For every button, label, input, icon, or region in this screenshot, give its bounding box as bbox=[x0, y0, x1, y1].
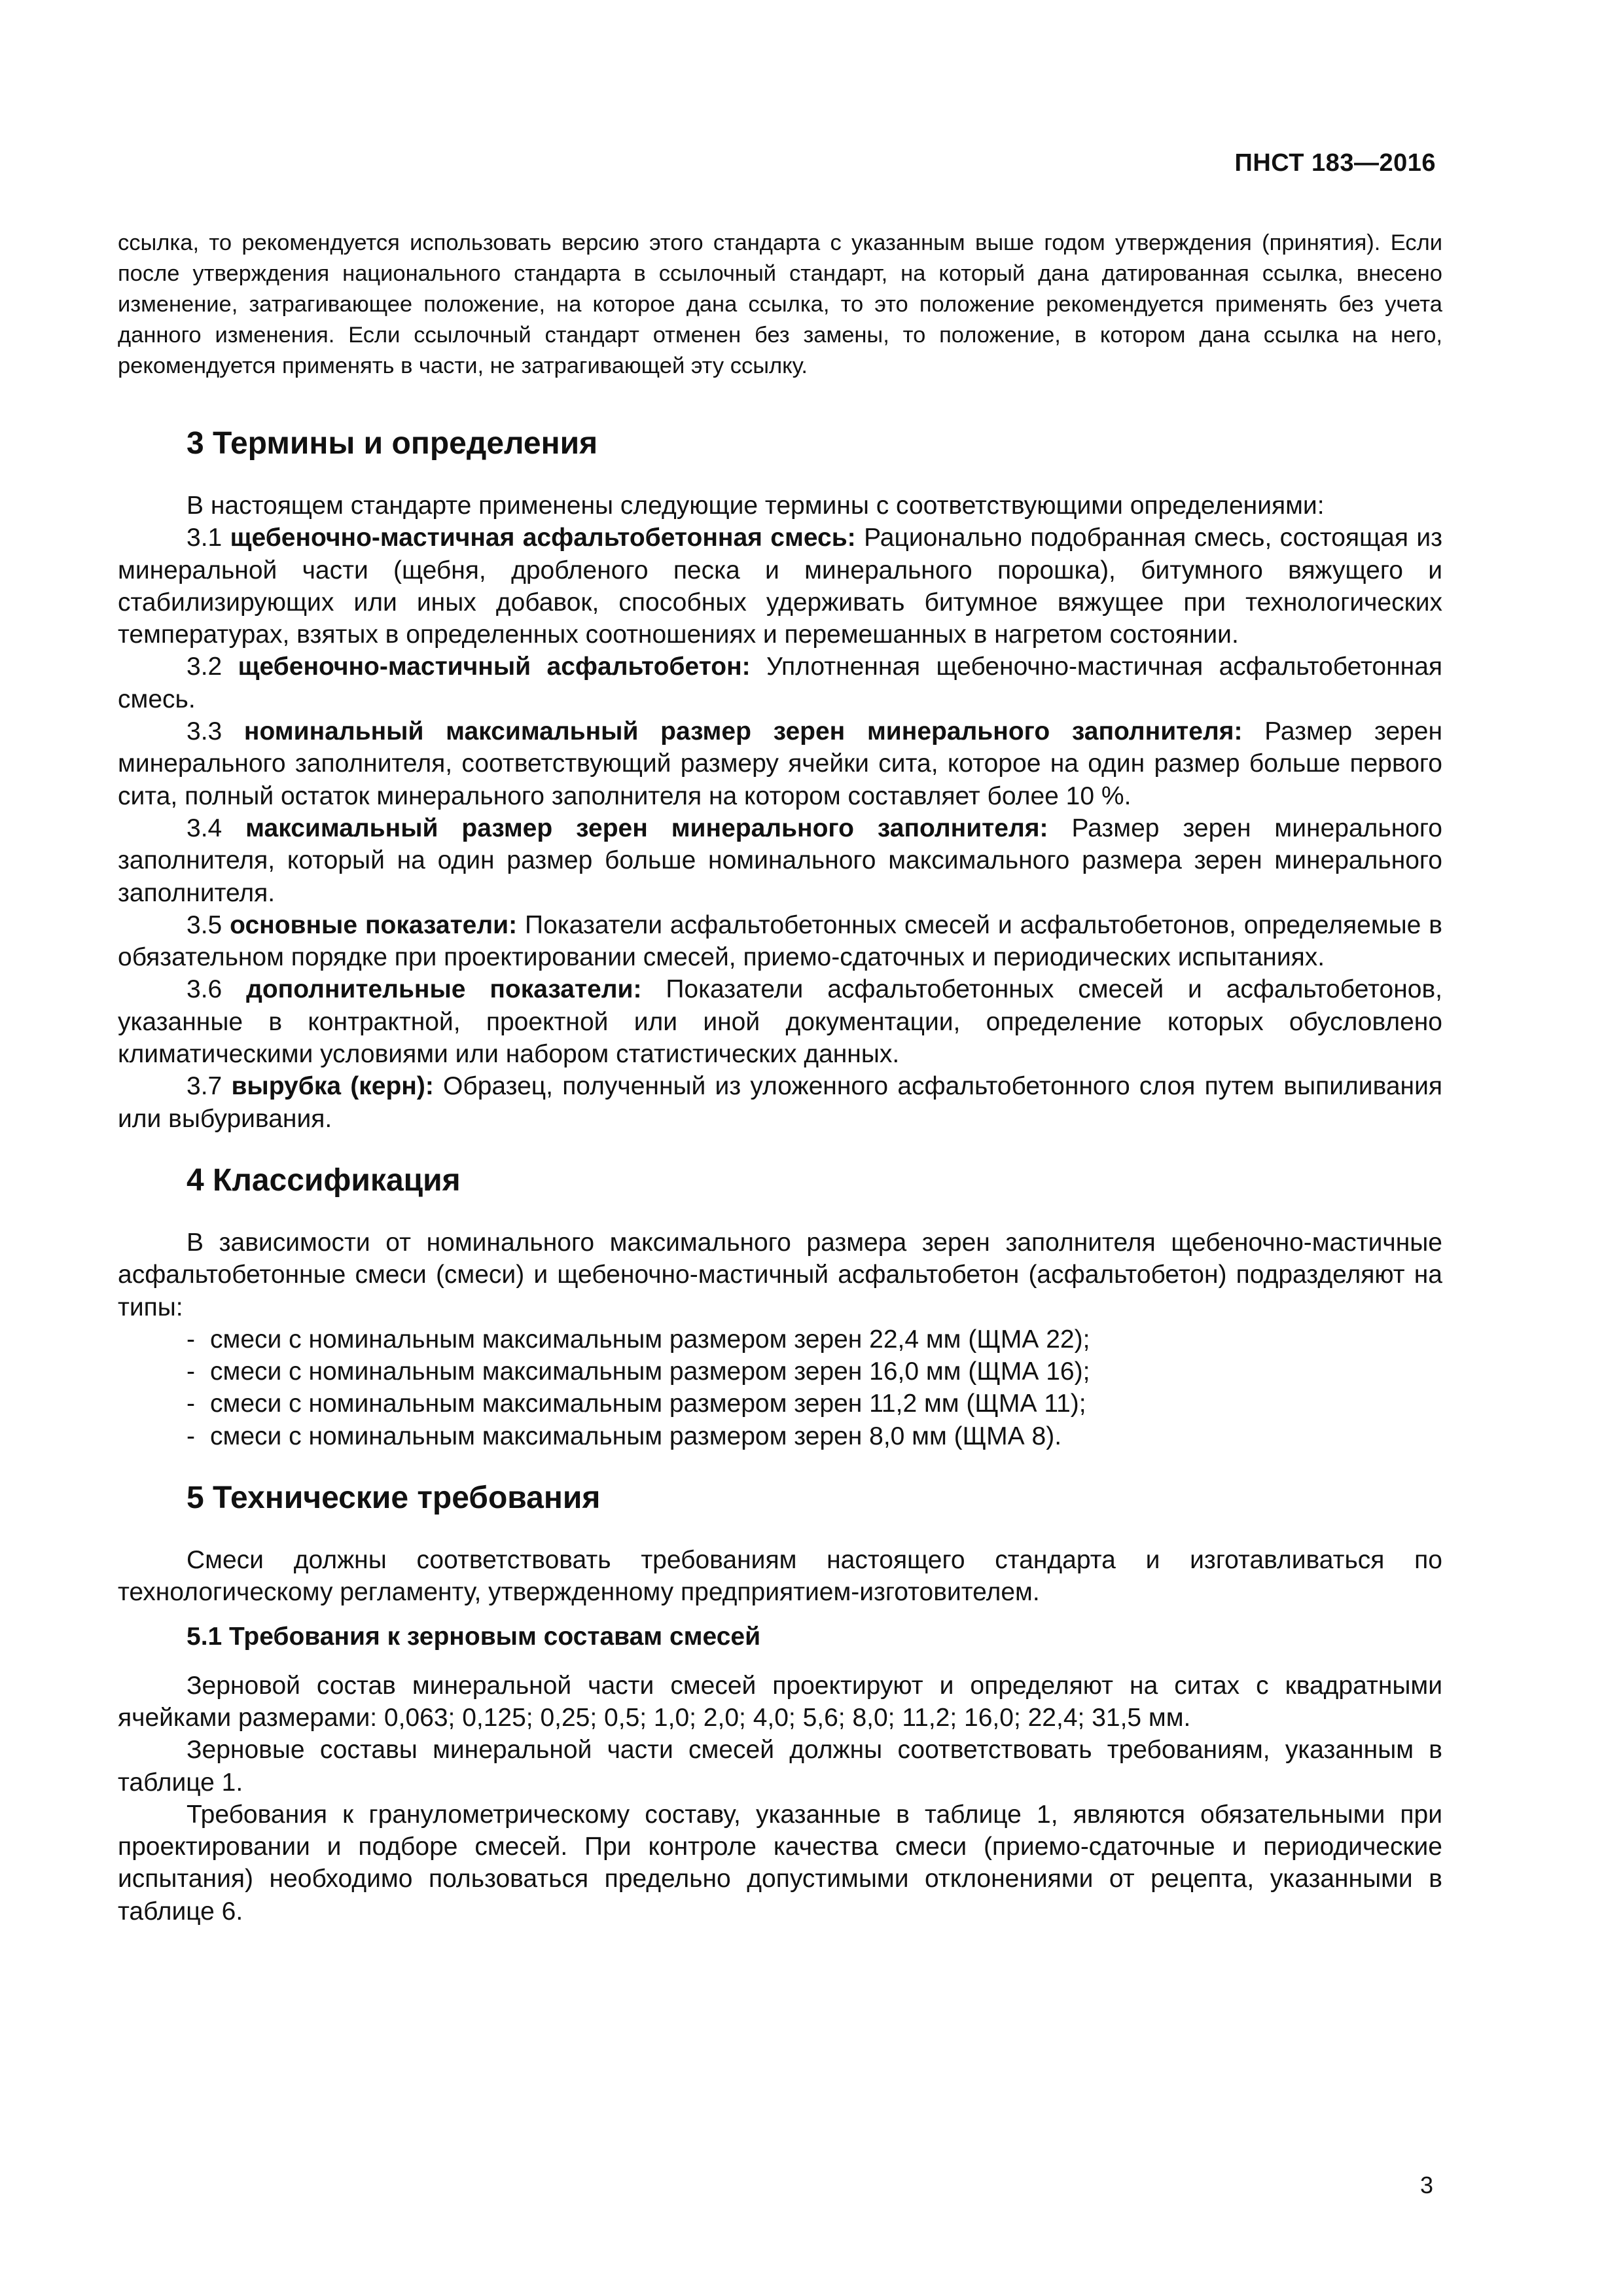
definition-text: Показатели асфальтобетонных смесей и асфальтобетонов, определяемые в обязательном порядке при проектировании смесей, приемо-сдаточных и периодических испытаниях. bbox=[118, 910, 1442, 972]
definition-number: 3.4 bbox=[187, 814, 223, 842]
definition-term: дополнительные показатели: bbox=[246, 975, 642, 1004]
list-item-text: смеси с номинальным максимальным размером зерен 11,2 мм (ЩМА 11); bbox=[210, 1390, 1086, 1418]
definition-term: основные показатели: bbox=[230, 910, 518, 939]
list-item-text: смеси с номинальным максимальным размером зерен 8,0 мм (ЩМА 8). bbox=[210, 1422, 1062, 1450]
list-item-text: смеси с номинальным максимальным размером зерен 16,0 мм (ЩМА 16); bbox=[210, 1357, 1090, 1386]
definition-text: Показатели асфальтобетонных смесей и асфальтобетонов, указанные в контрактной, проектной или иной документации, определение которых обусловлено климатическими условиями или набором статистических данных. bbox=[118, 975, 1442, 1069]
list-dash: - bbox=[187, 1325, 195, 1354]
definition-number: 3.1 bbox=[187, 524, 223, 552]
document-code: ПНСТ 183—2016 bbox=[1234, 149, 1436, 177]
list-item-text: смеси с номинальным максимальным размером зерен 22,4 мм (ЩМА 22); bbox=[210, 1325, 1090, 1354]
subsection-5-1-paragraph: Зерновой состав минеральной части смесей проектируют и определяют на ситах с квадратными ячейками размерами: 0,063; 0,125; 0,25; 0,5; 1,0; 2,0; 4,0; 5,6; 8,0; 11,2; 16,0; 22,4; 31,5 мм. bbox=[118, 1671, 1442, 1732]
definition-3-6 bbox=[118, 973, 1442, 1070]
definition-text: Размер зерен минерального заполнителя, который на один размер больше номинального максимального размера зерен минерального заполнителя. bbox=[118, 814, 1442, 907]
section-5-lead: Смеси должны соответствовать требованиям настоящего стандарта и изготавливаться по технологическому регламенту, утвержденному предприятием-изготовителем. bbox=[118, 1546, 1442, 1607]
definition-number: 3.7 bbox=[187, 1072, 223, 1101]
definition-term: щебеночно-мастичный асфальтобетон: bbox=[238, 653, 751, 681]
subsection-5-1-paragraph: Требования к гранулометрическому составу, указанные в таблице 1, являются обязательными при проектировании и подборе смесей. При контроле качества смеси (приемо-сдаточные и периодические испытания) необходимо пользоваться предельно допустимыми отклонениями от рецепта, указанными в таблице 6. bbox=[118, 1800, 1442, 1926]
section-3-heading: 3 Термины и определения bbox=[187, 426, 598, 461]
definition-number: 3.2 bbox=[187, 653, 223, 681]
definition-text: Рационально подобранная смесь, состоящая из минеральной части (щебня, дробленого песка и минерального порошка), битумного вяжущего и стабилизирующих или иных добавок, способных удерживать битумное вяжущее при технологических температурах, взятых в определенных соотношениях и перемешанных в нагретом состоянии. bbox=[118, 524, 1442, 649]
definition-3-2 bbox=[118, 651, 1442, 715]
definition-3-3 bbox=[118, 715, 1442, 812]
list-dash: - bbox=[187, 1357, 195, 1386]
main-body bbox=[118, 425, 1442, 1928]
definition-text: Уплотненная щебеночно-мастичная асфальтобетонная смесь. bbox=[118, 653, 1443, 713]
definition-term: номинальный максимальный размер зерен минерального заполнителя: bbox=[243, 717, 1243, 746]
section-5-heading: 5 Технические требования bbox=[187, 1480, 601, 1516]
definition-number: 3.3 bbox=[187, 717, 223, 746]
list-item bbox=[118, 1355, 1442, 1388]
definition-text: Размер зерен минерального заполнителя, соответствующий размеру ячейки сита, которое на один размер больше первого сита, полный остаток минерального заполнителя на котором составляет более 10 %. bbox=[118, 717, 1442, 810]
list-item bbox=[118, 1420, 1442, 1452]
subsection-5-1-paragraph: Зерновые составы минеральной части смесей должны соответствовать требованиям, указанным в таблице 1. bbox=[118, 1736, 1442, 1797]
definition-term: щебеночно-мастичная асфальтобетонная смесь: bbox=[230, 524, 856, 552]
definition-number: 3.5 bbox=[187, 910, 223, 939]
list-dash: - bbox=[187, 1422, 195, 1450]
definition-3-7 bbox=[118, 1070, 1442, 1135]
section-4-lead: В зависимости от номинального максимального размера зерен заполнителя щебеночно-мастичные асфальтобетонные смеси (смеси) и щебеночно-мастичный асфальтобетон (асфальтобетон) подразделяют на типы: bbox=[118, 1228, 1442, 1321]
section-3-lead: В настоящем стандарте применены следующие термины с соответствующими определениями: bbox=[187, 492, 1325, 520]
page-number: 3 bbox=[1419, 2172, 1433, 2198]
definition-3-4 bbox=[118, 812, 1442, 909]
list-item bbox=[118, 1323, 1442, 1355]
intro-paragraph: ссылка, то рекомендуется использовать версию этого стандарта с указанным выше годом утверждения (принятия). Если после утверждения национального стандарта в ссылочный стандарт, на который дана датированная ссылка, внесено изменение, затрагивающее положение, на которое дана ссылка, то это положение рекомендуется применять без учета данного изменения. Если ссылочный стандарт отменен без замены, то положение, в котором дана ссылка на него, рекомендуется применять в части, не затрагивающей эту ссылку. bbox=[118, 230, 1442, 378]
list-item bbox=[118, 1388, 1442, 1420]
definition-text: Образец, полученный из уложенного асфальтобетонного слоя путем выпиливания или выбуривания. bbox=[118, 1072, 1443, 1133]
list-dash: - bbox=[187, 1390, 195, 1418]
definition-term: вырубка (керн): bbox=[231, 1072, 434, 1101]
section-4-heading: 4 Классификация bbox=[187, 1162, 461, 1198]
definition-number: 3.6 bbox=[187, 975, 223, 1004]
definition-3-1 bbox=[118, 522, 1442, 651]
definition-term: максимальный размер зерен минерального заполнителя: bbox=[245, 814, 1048, 842]
subsection-5-1-heading: 5.1 Требования к зерновым составам смесей bbox=[187, 1622, 761, 1651]
definition-3-5 bbox=[118, 909, 1442, 974]
